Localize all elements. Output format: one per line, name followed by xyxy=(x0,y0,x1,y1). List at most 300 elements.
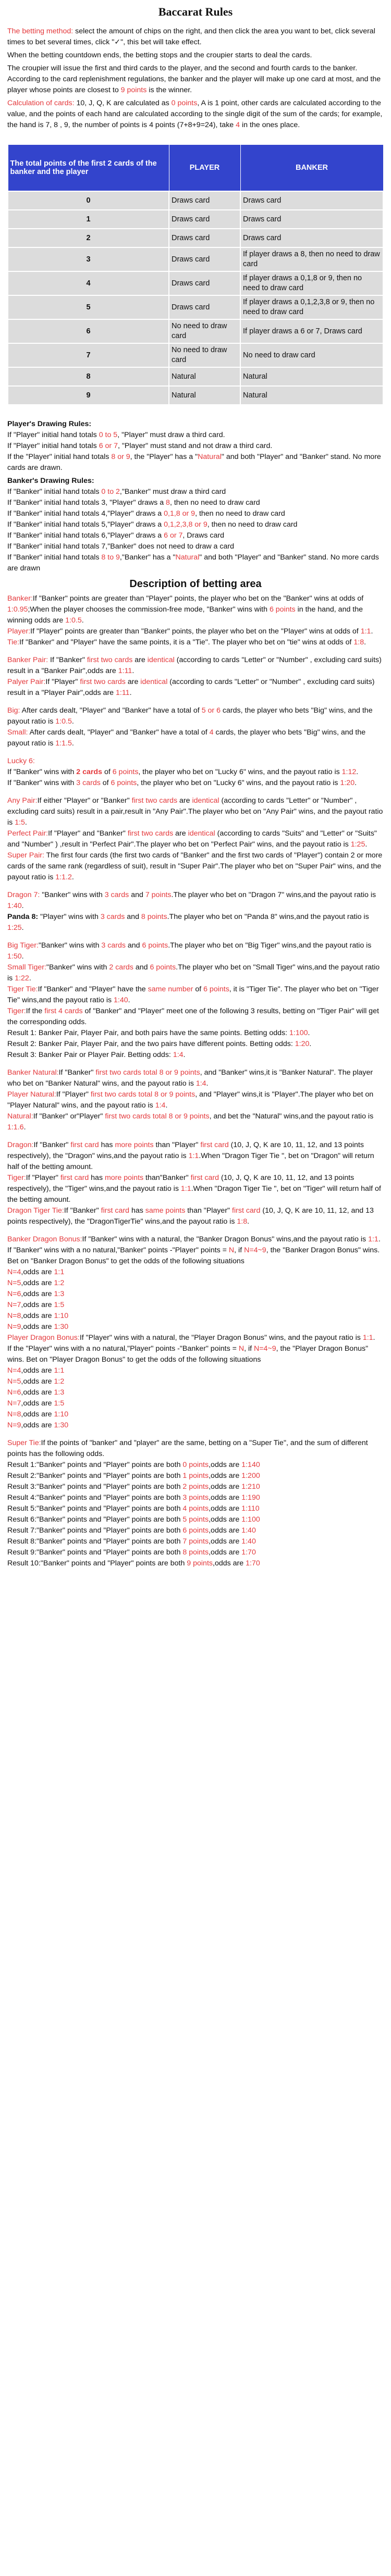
highlight-text: 5 or 6 xyxy=(201,706,221,715)
highlight-text: Natural xyxy=(198,453,222,461)
text-segment: If "Banker" and "Player" have the same points, it is a "Tie". The player who bet on "tie" wins at odds of xyxy=(19,638,354,646)
text-segment: "Banker" wins with xyxy=(46,963,109,972)
rule-paragraph xyxy=(7,828,384,850)
paragraph-gap xyxy=(7,1227,384,1234)
rule-paragraph xyxy=(7,1503,384,1514)
text-segment: Result 3: Banker Pair or Player Pair. Betting odds: xyxy=(7,1051,173,1059)
highlight-text: 1:3 xyxy=(54,1388,65,1397)
rule-paragraph xyxy=(7,1514,384,1525)
highlight-text: Small Tiger: xyxy=(7,963,46,972)
highlight-text: 1:190 xyxy=(241,1494,260,1502)
text-segment: .The player who bet on "Small Tiger" wins,and the payout ratio is xyxy=(7,963,380,982)
points-cell: 1 xyxy=(8,210,169,229)
table-row xyxy=(8,229,383,247)
text-segment: are xyxy=(177,797,192,805)
highlight-text: N=8 xyxy=(7,1312,21,1320)
text-segment: . xyxy=(132,667,135,675)
text-segment: ,odds are xyxy=(21,1421,54,1429)
text-segment: of "Banker" and "Player" meet one of the following 3 results, betting on "Tiger Pair" will get the corresponding odds. xyxy=(7,1007,379,1026)
header-banker: BANKER xyxy=(240,145,383,192)
banker-cell: No need to draw card xyxy=(240,343,383,367)
text-segment: .When "Dragon Tiger Tie ", bet on "Tiger" will return half of the betting amount. xyxy=(7,1185,381,1204)
text-segment: (according to cards "Letter" or "Number" , excluding card suits) result in a pair,result in "Any Pair".The player who bet on "Any Pair" wins, and the payout ratio is xyxy=(7,797,383,827)
points-cell: 4 xyxy=(8,271,169,295)
text-segment: , then no need to draw card xyxy=(195,509,285,518)
text-segment: ,odds are xyxy=(21,1399,54,1408)
highlight-text: 2 cards xyxy=(76,768,102,776)
text-segment: . xyxy=(21,952,24,961)
highlight-text: Big Tiger: xyxy=(7,941,39,950)
highlight-text: 0,1,2,3,8 or 9 xyxy=(164,520,207,529)
text-segment: If "Player" initial hand totals xyxy=(7,442,99,450)
text-segment: , the player who bet on "Lucky 6" wins, and the payout ratio is xyxy=(138,768,342,776)
highlight-text: The betting method: xyxy=(7,27,74,35)
rule-paragraph xyxy=(7,1409,384,1420)
highlight-text: N=4 xyxy=(7,1268,21,1276)
table-header-row xyxy=(8,145,383,192)
header-points: The total points of the first 2 cards of the banker and the player xyxy=(8,145,169,192)
player-cell: Draws card xyxy=(169,229,240,247)
text-segment: The first four cards (the first two cards of "Banker" and the first two cards of "Player") contain 2 or more cards of the same rank (regardless of suit), result in "Super Pair".The player who bet on "Super Pair" wins, and the payout ratio is xyxy=(7,851,383,881)
highlight-text: Tiger: xyxy=(7,1007,26,1015)
highlight-text: Tiger Tie: xyxy=(7,985,38,993)
text-segment: of xyxy=(102,768,113,776)
text-segment: If "Banker" points are greater than "Player" points, the player who bet on the "Banker" wins at odds of xyxy=(32,594,364,603)
text-segment: , the "Player" has a " xyxy=(130,453,198,461)
text-segment: . xyxy=(129,689,132,697)
text-segment: are xyxy=(173,829,188,838)
text-segment: ,odds are xyxy=(209,1461,242,1469)
table-row xyxy=(8,367,383,386)
highlight-text: 1 points xyxy=(182,1472,209,1480)
highlight-text: 6 points xyxy=(269,605,296,614)
text-segment: , "Player" must stand and not draw a third card. xyxy=(117,442,273,450)
text-segment: cards, the player who bets "Big" wins, and the payout ratio is xyxy=(7,728,366,748)
text-segment: .The player who bet on "Dragon 7" wins,and the payout ratio is xyxy=(171,891,376,899)
highlight-text: identical xyxy=(192,797,219,805)
highlight-text: 6 points xyxy=(203,985,229,993)
text-segment: ,odds are xyxy=(21,1290,54,1298)
highlight-text: Palyer Pair: xyxy=(7,678,46,686)
highlight-text: N=9 xyxy=(7,1323,21,1331)
highlight-text: 2 cards xyxy=(109,963,133,972)
rule-paragraph xyxy=(7,1322,384,1333)
text-segment: If "Player" and "Banker" xyxy=(48,829,128,838)
rule-paragraph xyxy=(7,795,384,828)
text-segment: . xyxy=(128,996,130,1004)
highlight-text: N=7 xyxy=(7,1301,21,1309)
highlight-text: 4 xyxy=(236,121,240,129)
rule-paragraph xyxy=(7,1300,384,1311)
highlight-text: identical xyxy=(188,829,215,838)
rule-paragraph xyxy=(7,1482,384,1492)
rule-paragraph xyxy=(7,1089,384,1111)
table-row xyxy=(8,319,383,343)
rule-paragraph xyxy=(7,98,384,131)
paragraph-gap xyxy=(7,1133,384,1140)
text-segment: If the xyxy=(26,1007,45,1015)
paragraph-gap xyxy=(7,648,384,655)
text-segment: (according to cards "Letter" or "Number" , excluding card suits) result in a "Player Pair",odds are xyxy=(7,678,375,697)
text-segment: than"Banker" xyxy=(143,1174,191,1182)
text-segment: "Player" wins with xyxy=(38,913,101,921)
highlight-text: 1:4 xyxy=(196,1079,206,1088)
text-segment: Result 7:"Banker" points and "Player" points are both xyxy=(7,1526,183,1535)
player-cell: Draws card xyxy=(169,271,240,295)
highlight-text: 3 cards xyxy=(101,941,126,950)
highlight-text: 2 points xyxy=(182,1483,209,1491)
highlight-text: 4 xyxy=(209,728,214,737)
highlight-text: 6 or 7 xyxy=(164,531,183,540)
banker-cell: Natural xyxy=(240,386,383,405)
banker-cell: If player draws a 0,1,2,3,8 or 9, then no need to draw card xyxy=(240,295,383,319)
table-row xyxy=(8,191,383,210)
text-segment: If "Banker" initial hand totals 5,"Player" draws a xyxy=(7,520,164,529)
rule-paragraph xyxy=(7,1039,384,1050)
banker-cell: Draws card xyxy=(240,210,383,229)
rule-paragraph xyxy=(7,637,384,648)
highlight-text: N=6 xyxy=(7,1388,21,1397)
text-segment: ,odds are xyxy=(209,1526,242,1535)
text-segment: . xyxy=(206,1079,209,1088)
text-segment: Result 8:"Banker" points and "Player" points are both xyxy=(7,1537,183,1546)
points-cell: 8 xyxy=(8,367,169,386)
rule-paragraph xyxy=(7,1536,384,1547)
player-cell: Draws card xyxy=(169,210,240,229)
paragraph-gap xyxy=(7,1061,384,1067)
text-segment: .When "Dragon Tiger Tie ", bet on "Dragon" will return half of the betting amount. xyxy=(7,1152,374,1171)
text-segment: ,"Banker" has a " xyxy=(119,553,176,562)
text-segment: has xyxy=(89,1174,105,1182)
rule-paragraph xyxy=(7,1267,384,1278)
text-segment: ,odds are xyxy=(209,1494,242,1502)
highlight-text: 1:22 xyxy=(15,974,29,982)
betting-section-title: Description of betting area xyxy=(129,578,262,590)
highlight-text: 4 points xyxy=(182,1504,209,1513)
rule-paragraph xyxy=(7,767,384,778)
highlight-text: N=4 xyxy=(7,1366,21,1375)
text-segment: If "Banker" wins with a natural, the "Banker Dragon Bonus" wins,and the payout ratio is xyxy=(82,1235,369,1243)
highlight-text: Tiger: xyxy=(7,1174,26,1182)
text-segment: , it is "Tiger Tie". The player who bet on "Tiger Tie" wins,and the payout ratio is xyxy=(7,985,379,1004)
highlight-text: Banker: xyxy=(7,594,33,603)
highlight-text: Banker Pair: xyxy=(7,656,48,664)
rule-paragraph xyxy=(7,26,384,48)
highlight-text: 0 points xyxy=(171,99,198,107)
paragraph-gap xyxy=(7,789,384,795)
highlight-text: Calculation of cards: xyxy=(7,99,75,107)
text-segment: If either "Player" or "Banker" xyxy=(37,797,132,805)
text-segment: than "Player" xyxy=(185,1206,233,1215)
banker-cell: If player draws a 0,1,8 or 9, then no need to draw card xyxy=(240,271,383,295)
text-segment: "Banker" wins with xyxy=(38,941,102,950)
highlight-text: 1:1.5 xyxy=(55,739,72,748)
text-segment: . xyxy=(364,638,366,646)
highlight-text: 6 points xyxy=(112,768,139,776)
highlight-text: Super Tie: xyxy=(7,1439,41,1447)
points-cell: 5 xyxy=(8,295,169,319)
text-segment: If "Banker" or"Player" xyxy=(33,1112,105,1121)
text-segment: Result 9:"Banker" points and "Player" points are both xyxy=(7,1548,183,1557)
highlight-text: 1:10 xyxy=(54,1312,69,1320)
highlight-text: 7 points xyxy=(182,1537,209,1546)
drawing-rules-section xyxy=(7,419,384,574)
highlight-text: first card xyxy=(232,1206,261,1215)
highlight-text: Lucky 6: xyxy=(7,757,35,765)
highlight-text: first two cards xyxy=(127,829,174,838)
highlight-text: identical xyxy=(140,678,168,686)
highlight-text: first 4 cards xyxy=(44,1007,83,1015)
text-segment: is the winner. xyxy=(146,86,192,94)
rule-paragraph xyxy=(7,1438,384,1460)
table-row xyxy=(8,210,383,229)
highlight-text: first two cards xyxy=(87,656,133,664)
text-segment: and xyxy=(125,941,142,950)
text-segment: ;When the player chooses the commission-free mode, "Banker" wins with xyxy=(28,605,270,614)
highlight-text: 3 cards xyxy=(104,891,129,899)
header-player: PLAYER xyxy=(169,145,240,192)
rule-paragraph xyxy=(7,1343,384,1365)
highlight-text: 1:20 xyxy=(295,1040,310,1048)
text-segment: and xyxy=(133,963,150,972)
rule-paragraph xyxy=(7,1173,384,1205)
table-row xyxy=(8,343,383,367)
highlight-text: 1:25 xyxy=(350,840,365,849)
text-segment: ,odds are xyxy=(21,1323,54,1331)
highlight-text: N=7 xyxy=(7,1399,21,1408)
text-segment: Result 1:"Banker" points and "Player" points are both xyxy=(7,1461,183,1469)
highlight-text: Dragon: xyxy=(7,1141,34,1149)
text-segment: If "Banker" initial hand totals 4,"Player" draws a xyxy=(7,509,164,518)
rule-paragraph xyxy=(7,1067,384,1089)
highlight-text: 1:70 xyxy=(246,1559,260,1567)
text-segment: If "Banker" xyxy=(48,656,87,664)
highlight-text: 1:1 xyxy=(188,1152,199,1160)
rule-paragraph xyxy=(7,441,384,452)
text-segment: , the "Banker Dragon Bonus" wins. Bet on "Banker Dragon Bonus" to get the odds of the following situations xyxy=(7,1246,380,1265)
highlight-text: N=6 xyxy=(7,1290,21,1298)
rule-paragraph xyxy=(7,452,384,474)
text-segment: . xyxy=(71,873,74,881)
highlight-text: first card xyxy=(101,1206,130,1215)
rule-paragraph xyxy=(7,497,384,508)
text-segment: . xyxy=(21,902,24,910)
page-title: Baccarat Rules xyxy=(158,5,233,18)
highlight-text: more points xyxy=(115,1141,154,1149)
highlight-text: 1:12 xyxy=(341,768,357,776)
highlight-text: 3 cards xyxy=(76,779,101,787)
text-segment: . xyxy=(365,840,368,849)
highlight-text: 1:5 xyxy=(54,1301,65,1309)
rule-paragraph xyxy=(7,1558,384,1569)
text-segment: , the "Player Dragon Bonus" wins. Bet on "Player Dragon Bonus" to get the odds of the following situations xyxy=(7,1345,369,1364)
text-segment: If "Player" xyxy=(45,678,80,686)
highlight-text: N xyxy=(228,1246,235,1254)
text-segment: ,odds are xyxy=(21,1268,54,1276)
banker-cell: Draws card xyxy=(240,229,383,247)
highlight-text: 8 or 9 xyxy=(111,453,130,461)
player-cell: No need to draw card xyxy=(169,319,240,343)
text-segment: , if xyxy=(244,1345,254,1353)
points-cell: 9 xyxy=(8,386,169,405)
text-segment: Result 2: Banker Pair, Player Pair, and the two pairs have different points. Betting odds: xyxy=(7,1040,295,1048)
highlight-text: Player: xyxy=(7,627,31,636)
rule-paragraph xyxy=(7,705,384,727)
highlight-text: 1:20 xyxy=(340,779,355,787)
highlight-text: 1:1 xyxy=(368,1235,378,1243)
rule-paragraph xyxy=(7,940,384,962)
rule-paragraph xyxy=(7,541,384,552)
highlight-text: 9 points xyxy=(187,1559,213,1567)
highlight-text: 1:1.6 xyxy=(7,1123,24,1131)
rule-paragraph xyxy=(7,677,384,699)
text-segment: If "Banker" wins with a no natural,"Banker" points -"Player" points = xyxy=(7,1246,229,1254)
text-segment: After cards dealt, "Player" and "Banker" have a total of xyxy=(20,706,202,715)
text-segment: . xyxy=(29,974,31,982)
text-segment: has xyxy=(129,1206,145,1215)
rule-paragraph xyxy=(7,593,384,626)
text-segment: , and bet the "Natural" wins,and the payout ratio is xyxy=(209,1112,374,1121)
player-cell: Draws card xyxy=(169,247,240,271)
text-segment: If "Banker" xyxy=(33,1141,71,1149)
highlight-text: 0 points xyxy=(182,1461,209,1469)
intro-section xyxy=(7,26,384,131)
rule-paragraph xyxy=(7,1547,384,1558)
text-segment: . xyxy=(183,1051,186,1059)
highlight-text: 1:1 xyxy=(54,1366,65,1375)
text-segment: .The player who bet on "Big Tiger" wins,and the payout ratio is xyxy=(168,941,372,950)
highlight-text: N=4~9 xyxy=(254,1345,276,1353)
highlight-text: 1:100 xyxy=(241,1515,260,1524)
paragraph-gap xyxy=(7,934,384,940)
text-segment: of xyxy=(100,779,111,787)
text-segment: of xyxy=(193,985,204,993)
highlight-text: Player Natural: xyxy=(7,1090,56,1099)
rule-paragraph xyxy=(7,1234,384,1245)
text-segment: , if xyxy=(234,1246,245,1254)
rule-paragraph xyxy=(7,984,384,1006)
highlight-text: Dragon Tiger Tie: xyxy=(7,1206,64,1215)
text-segment: If "Banker" initial hand totals 3, "Player" draws a xyxy=(7,499,166,507)
drawing-rules-table xyxy=(7,144,384,405)
text-segment: , the player who bet on "Lucky 6" wins, and the payout ratio is xyxy=(137,779,340,787)
text-segment: "Banker" wins with xyxy=(40,891,105,899)
text-segment: (according to cards "Letter" or "Number" , excluding card suits) result in a "Banker Pair",odds are xyxy=(7,656,382,675)
text-segment: Panda 8: xyxy=(7,913,39,921)
highlight-text: 1:3 xyxy=(54,1290,65,1298)
highlight-text: 1:1 xyxy=(180,1185,191,1193)
highlight-text: first two cards xyxy=(131,797,178,805)
text-segment: " and both "Player" and "Banker" stand. No more cards are drawn. xyxy=(7,453,381,472)
player-cell: Draws card xyxy=(169,191,240,210)
highlight-text: 6 or 7 xyxy=(99,442,118,450)
text-segment: Result 10:"Banker" points and "Player" points are both xyxy=(7,1559,187,1567)
banker-cell: Natural xyxy=(240,367,383,386)
highlight-text: Player Dragon Bonus: xyxy=(7,1334,80,1342)
text-segment: If "Banker" xyxy=(58,1068,96,1077)
highlight-text: first two cards xyxy=(80,678,126,686)
highlight-text: 1:5 xyxy=(15,818,25,827)
banker-cell: If player draws a 6 or 7, Draws card xyxy=(240,319,383,343)
rule-paragraph xyxy=(7,850,384,883)
text-segment: , "Player" must draw a third card. xyxy=(117,431,225,439)
highlight-text: Super Pair: xyxy=(7,851,44,860)
highlight-text: 6 points xyxy=(142,941,168,950)
player-cell: Natural xyxy=(169,367,240,386)
text-segment: . xyxy=(71,739,74,748)
rule-paragraph xyxy=(7,727,384,749)
player-cell: Natural xyxy=(169,386,240,405)
highlight-text: 1:30 xyxy=(54,1421,69,1429)
text-segment: and xyxy=(125,913,141,921)
text-segment: . xyxy=(355,779,357,787)
points-cell: 0 xyxy=(8,191,169,210)
text-segment: . xyxy=(165,1101,168,1110)
text-segment: . xyxy=(25,818,27,827)
highlight-text: 8 or 9 points xyxy=(154,1090,196,1099)
banker-cell: If player draws a 8, then no need to draw card xyxy=(240,247,383,271)
table-row xyxy=(8,247,383,271)
paragraph-gap xyxy=(7,699,384,705)
highlight-text: 6 points xyxy=(150,963,176,972)
rule-paragraph xyxy=(7,1525,384,1536)
highlight-text: first two cards total xyxy=(90,1090,153,1099)
rule-paragraph xyxy=(7,430,384,441)
rule-paragraph xyxy=(7,1006,384,1028)
highlight-text: N=8 xyxy=(7,1410,21,1418)
text-segment: in the ones place. xyxy=(240,121,300,129)
text-segment: . xyxy=(247,1217,250,1226)
text-segment: ,odds are xyxy=(21,1279,54,1287)
rule-paragraph xyxy=(7,1140,384,1173)
rule-paragraph xyxy=(7,962,384,984)
banker-cell: Draws card xyxy=(240,191,383,210)
text-segment: ,"Banker" must draw a third card xyxy=(119,488,226,496)
rule-paragraph xyxy=(7,912,384,934)
text-segment: Result 3:"Banker" points and "Player" points are both xyxy=(7,1483,183,1491)
rule-paragraph xyxy=(7,1492,384,1503)
text-segment: Result 2:"Banker" points and "Player" points are both xyxy=(7,1472,183,1480)
text-segment: ,odds are xyxy=(21,1377,54,1386)
text-segment: Banker's Drawing Rules: xyxy=(7,477,94,485)
rule-paragraph xyxy=(7,530,384,541)
highlight-text: 1:0.5 xyxy=(55,717,72,726)
paragraph-gap xyxy=(7,1431,384,1438)
highlight-text: 0 to 2 xyxy=(101,488,120,496)
text-segment: . xyxy=(373,1334,375,1342)
highlight-text: 1:1 xyxy=(54,1268,65,1276)
rule-paragraph xyxy=(7,1311,384,1322)
text-segment: Result 5:"Banker" points and "Player" points are both xyxy=(7,1504,183,1513)
highlight-text: 1:1 xyxy=(360,627,371,636)
rule-paragraph xyxy=(7,519,384,530)
highlight-text: Big: xyxy=(7,706,20,715)
table-row xyxy=(8,271,383,295)
highlight-text: N=4~9 xyxy=(244,1246,266,1254)
text-segment: If "Banker" initial hand totals 6,"Player" draws a xyxy=(7,531,164,540)
text-segment: ,odds are xyxy=(209,1483,242,1491)
text-segment: . xyxy=(371,627,373,636)
highlight-text: Natural: xyxy=(7,1112,33,1121)
highlight-text: 6 points xyxy=(182,1526,209,1535)
rule-paragraph xyxy=(7,1398,384,1409)
highlight-text: first two cards total xyxy=(95,1068,157,1077)
highlight-text: 1:30 xyxy=(54,1323,69,1331)
text-segment: . xyxy=(309,1040,312,1048)
highlight-text: same points xyxy=(145,1206,186,1215)
text-segment: If "Player" xyxy=(26,1174,60,1182)
rule-paragraph xyxy=(7,1387,384,1398)
